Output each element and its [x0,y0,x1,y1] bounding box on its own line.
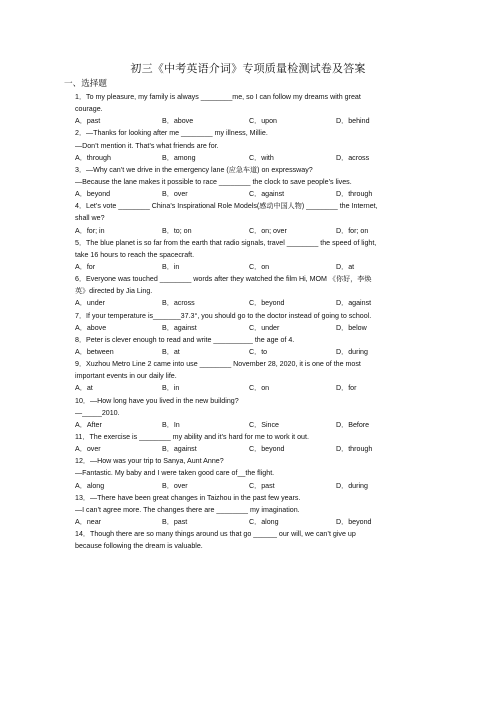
question-text-line: —Fantastic. My baby and I were taken good care of__the flight. [75,469,275,478]
question-text-line: 1．To my pleasure, my family is always ________me, so I can follow my dreams with great [75,93,361,101]
question-item [75,431,425,455]
question-text-line: 9．Xuzhou Metro Line 2 came into use ________ November 28, 2020, it is one of the most [75,360,361,369]
answer-option[interactable]: A．for [75,262,96,271]
answer-option[interactable]: C．against [249,190,285,199]
answer-option[interactable]: B．against [162,323,197,332]
question-text-line: —Because the lane makes it possible to race ________ the clock to save people’s lives. [75,177,352,186]
answer-option[interactable]: C．upon [249,117,277,126]
answer-option[interactable]: D．through [336,190,373,199]
answer-option[interactable]: A．beyond [75,190,111,199]
question-text-line: —I can’t agree more. The changes there are ________ my imagination. [75,505,300,514]
answer-options [75,516,425,528]
question-item [75,358,425,394]
question-text-line: 12．—How was your trip to Sanya, Aunt Anne? [75,457,224,466]
answer-option[interactable]: C．on [249,384,270,393]
question-text-line: 3．—Why can’t we drive in the emergency lane (应急车道) on expressway? [75,165,313,174]
answer-option[interactable]: D．during [336,481,368,490]
answer-option[interactable]: B．against [162,445,197,454]
answer-option[interactable]: B．past [162,517,188,526]
question-item [75,91,425,127]
question-text-line: 2．—Thanks for looking after me ________ my illness, Millie. [75,129,268,138]
answer-option[interactable]: B．in [162,262,180,271]
question-text-line: 11．The exercise is ________ my ability and it’s hard for me to work it out. [75,432,309,441]
question-item [75,528,425,552]
answer-option[interactable]: C．along [249,517,279,526]
question-text-line: shall we? [75,214,105,223]
answer-option[interactable]: A．between [75,347,114,356]
answer-option[interactable]: A．for; in [75,226,105,235]
answer-option[interactable]: B．In [162,420,180,429]
answer-option[interactable]: D．beyond [336,517,372,526]
question-item [75,200,425,236]
answer-options [75,322,425,334]
question-item [75,455,425,491]
question-item [75,395,425,431]
answer-option[interactable]: A．over [75,445,101,454]
answer-option[interactable]: B．over [162,481,188,490]
document-title: 初三《中考英语介词》专项质量检测试卷及答案 [130,62,366,75]
answer-option[interactable]: D．against [336,299,372,308]
answer-option[interactable]: C．with [249,153,274,162]
question-text-line: 7．If your temperature is_______37.3°, you should go to the doctor instead of going to school. [75,311,372,320]
answer-option[interactable]: C．under [249,323,280,332]
question-item [75,164,425,200]
question-text-line: courage. [75,105,103,114]
answer-option[interactable]: C．past [249,481,275,490]
answer-option[interactable]: D．for [336,384,357,393]
question-text-line: 13．—There have been great changes in Taizhou in the past few years. [75,493,301,502]
answer-options [75,188,425,200]
answer-options [75,480,425,492]
answer-option[interactable]: B．among [162,153,196,162]
answer-options [75,297,425,309]
question-text-line: 6．Everyone was touched ________ words after they watched the film Hi, MOM 《你好，李焕 [75,275,372,284]
question-item [75,273,425,309]
question-text-line: 4．Let’s vote ________ China’s Inspirational Role Models(感动中国人物) ________ the Internet, [75,202,378,211]
question-item [75,310,425,334]
question-text-line: because following the dream is valuable. [75,542,203,551]
answer-options [75,346,425,358]
answer-option[interactable]: B．in [162,384,180,393]
answer-option[interactable]: A．past [75,117,101,126]
answer-options [75,225,425,237]
section-heading: 一、选择题 [64,79,107,89]
answer-option[interactable]: D．during [336,347,368,356]
answer-option[interactable]: A．above [75,323,107,332]
answer-options [75,382,425,394]
question-item [75,237,425,273]
answer-option[interactable]: D．for; on [336,226,369,235]
question-text-line: 14．Though there are so many things around us that go ______ our will, we can’t give up [75,530,356,539]
question-list [75,91,425,552]
answer-options [75,115,425,127]
answer-option[interactable]: D．behind [336,117,370,126]
answer-option[interactable]: A．through [75,153,111,162]
question-text-line: —Don’t mention it. That’s what friends are for. [75,141,219,150]
answer-option[interactable]: C．Since [249,420,279,429]
answer-option[interactable]: A．along [75,481,105,490]
answer-option[interactable]: A．After [75,420,102,429]
answer-options [75,261,425,273]
question-text-line: 5．The blue planet is so far from the earth that radio signals, travel ________ the speed of light, [75,238,377,247]
answer-option[interactable]: C．beyond [249,299,285,308]
answer-option[interactable]: B．at [162,347,180,356]
answer-option[interactable]: D．at [336,262,355,271]
answer-option[interactable]: D．across [336,153,370,162]
question-item [75,492,425,528]
question-text-line: 8．Peter is clever enough to read and write __________ the age of 4. [75,335,295,344]
answer-option[interactable]: B．over [162,190,188,199]
question-text-line: important events in our daily life. [75,372,177,381]
question-item [75,334,425,358]
answer-option[interactable]: A．near [75,517,102,526]
answer-option[interactable]: C．to [249,347,268,356]
answer-options [75,152,425,164]
question-item [75,127,425,163]
answer-option[interactable]: A．under [75,299,105,308]
question-text-line: take 16 hours to reach the spacecraft. [75,250,195,259]
answer-option[interactable]: A．at [75,384,93,393]
answer-option[interactable]: D．below [336,323,367,332]
answer-option[interactable]: C．beyond [249,445,285,454]
answer-option[interactable]: B．above [162,117,194,126]
answer-options [75,443,425,455]
answer-option[interactable]: B．across [162,299,195,308]
question-text-line: —_____2010. [75,408,120,417]
answer-option[interactable]: B．to; on [162,226,192,235]
answer-options [75,419,425,431]
question-text-line: 10．—How long have you lived in the new building? [75,396,239,405]
answer-option[interactable]: D．Before [336,420,370,429]
answer-option[interactable]: D．through [336,445,373,454]
answer-option[interactable]: C．on; over [249,226,287,235]
question-text-line: 英》directed by Jia Ling. [75,287,153,296]
answer-option[interactable]: C．on [249,262,270,271]
